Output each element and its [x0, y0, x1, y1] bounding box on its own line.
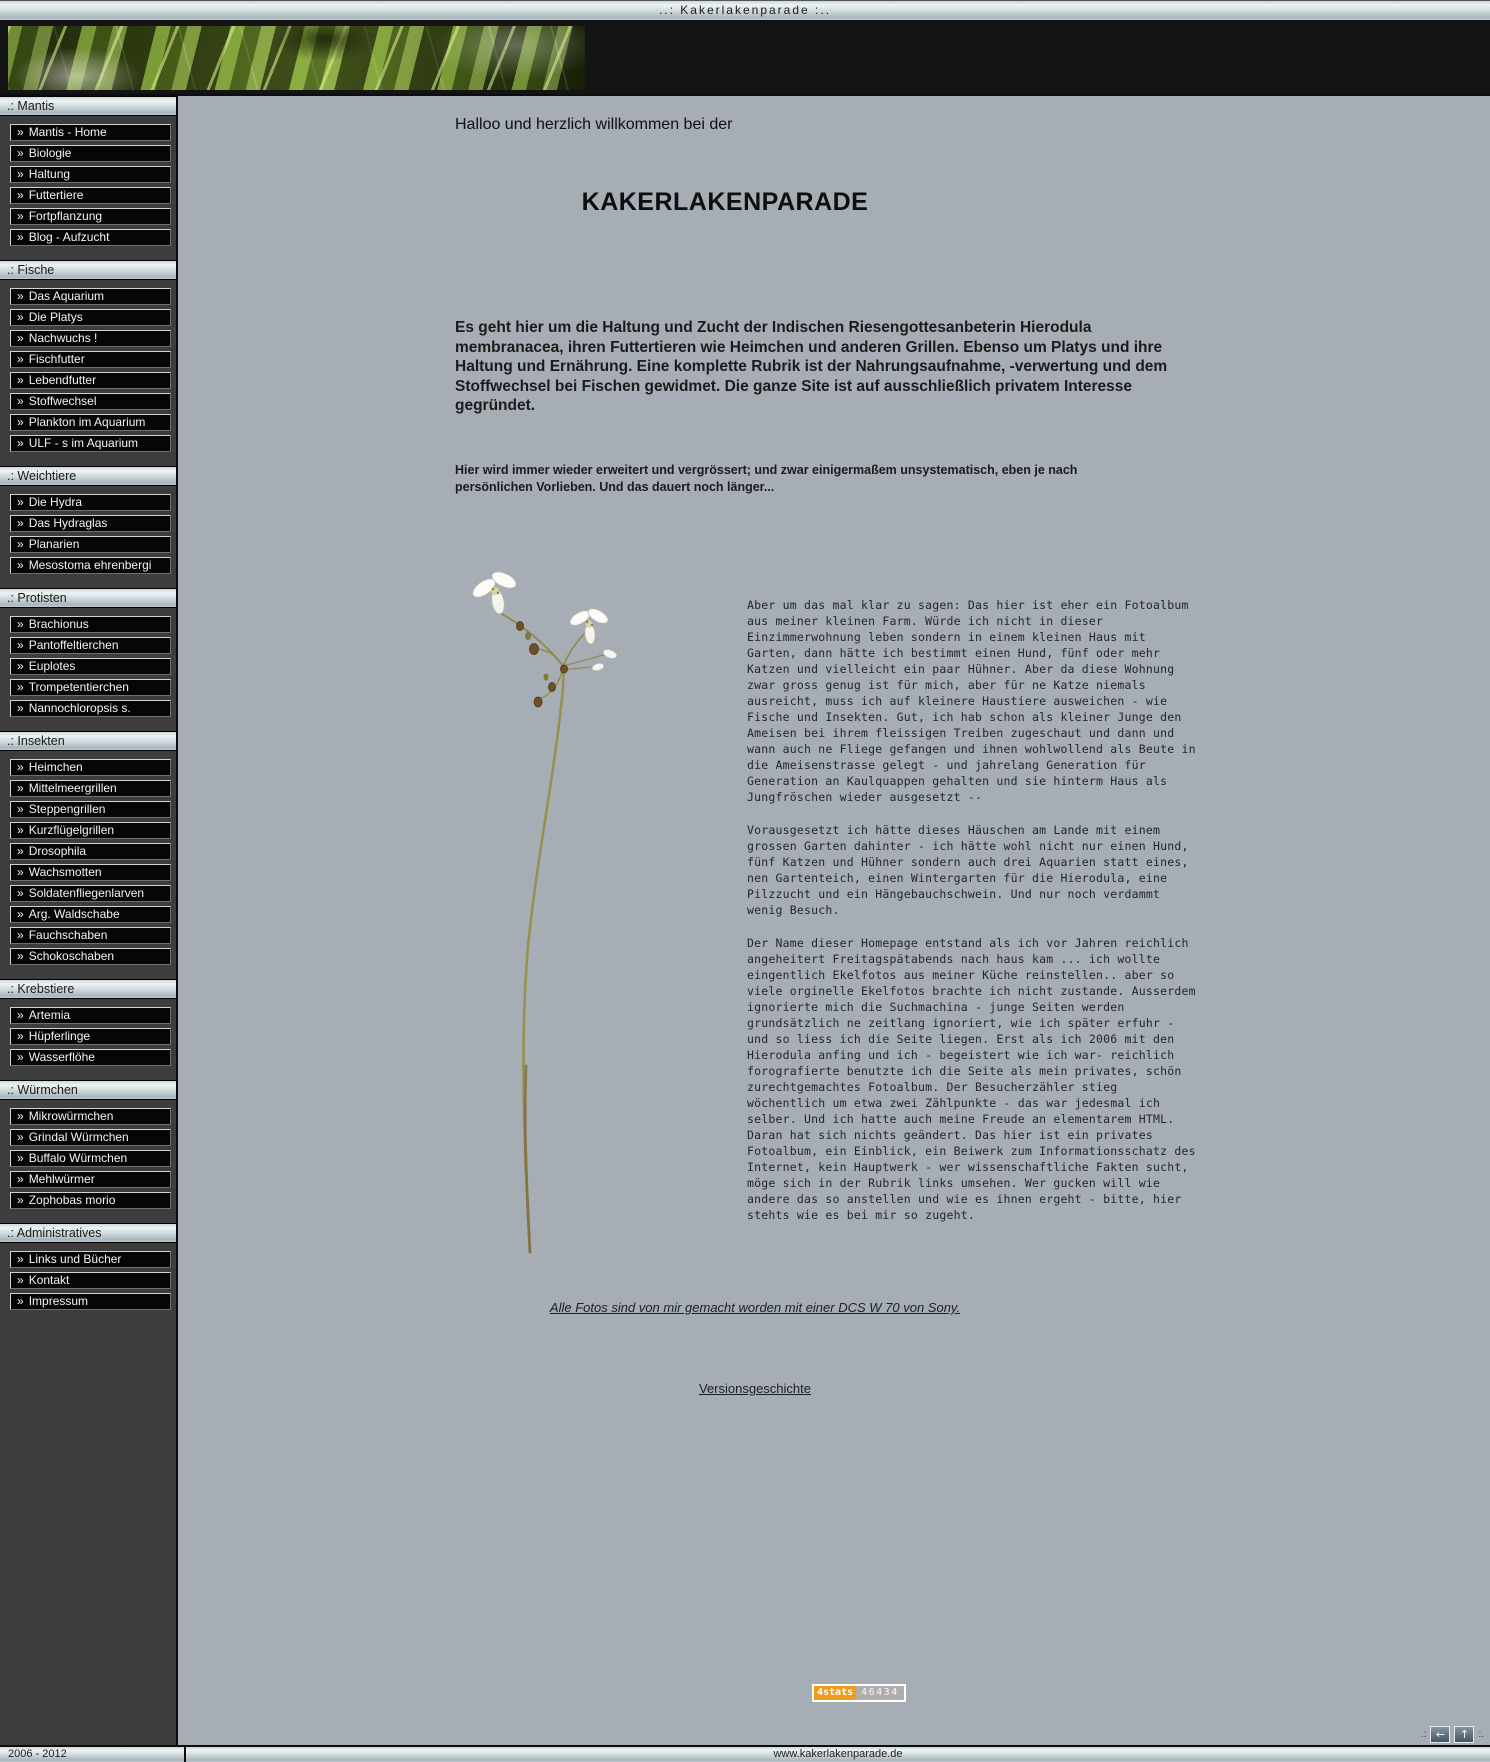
sidebar-item-label: Grindal Würmchen: [28, 1130, 129, 1144]
sidebar-item-label: Fischfutter: [28, 352, 85, 366]
sidebar-item[interactable]: [10, 759, 171, 776]
chevron-icon: »: [17, 1294, 24, 1308]
chevron-icon: »: [17, 125, 24, 139]
sidebar-item[interactable]: [10, 843, 171, 860]
sidebar-item-label: Wasserflöhe: [28, 1050, 95, 1064]
sidebar-item[interactable]: [10, 309, 171, 326]
sidebar-item-label: Steppengrillen: [28, 802, 106, 816]
chevron-icon: »: [17, 949, 24, 963]
chevron-icon: »: [17, 167, 24, 181]
chevron-icon: »: [17, 558, 24, 572]
sidebar-section-header: .: Mantis: [0, 96, 176, 116]
main-content: [178, 96, 1490, 1745]
sidebar-item[interactable]: [10, 885, 171, 902]
chevron-icon: »: [17, 537, 24, 551]
footer-years: 2006 - 2012: [0, 1747, 186, 1762]
sidebar-item-label: Euplotes: [28, 659, 76, 673]
sidebar-item[interactable]: [10, 1251, 171, 1268]
sidebar-item[interactable]: [10, 948, 171, 965]
sidebar-item-label: Impressum: [28, 1294, 89, 1308]
sidebar-item-label: Futtertiere: [28, 188, 84, 202]
sidebar-item[interactable]: [10, 906, 171, 923]
chevron-icon: »: [17, 373, 24, 387]
sidebar-item[interactable]: [10, 1293, 171, 1310]
sidebar-item-label: Wachsmotten: [28, 865, 102, 879]
sidebar-section-header: .: Protisten: [0, 588, 176, 608]
corner-nav-decor-right: :.: [1478, 1729, 1484, 1740]
sidebar-item-label: Biologie: [28, 146, 72, 160]
counter-value: 46434: [856, 1686, 904, 1700]
sidebar-item-label: Nachwuchs !: [28, 331, 98, 345]
chevron-icon: »: [17, 617, 24, 631]
chevron-icon: »: [17, 659, 24, 673]
sidebar-item-label: Arg. Waldschabe: [28, 907, 120, 921]
sidebar-item-label: Fauchschaben: [28, 928, 108, 942]
window-title: ..: Kakerlakenparade :..: [658, 3, 832, 17]
sidebar-item-label: Nannochloropsis s.: [28, 701, 131, 715]
sidebar-item-label: Schokoschaben: [28, 949, 115, 963]
sidebar-item-label: Haltung: [28, 167, 71, 181]
sidebar-item[interactable]: [10, 927, 171, 944]
plant-photo: [468, 566, 668, 1256]
sidebar-item[interactable]: [10, 1192, 171, 1209]
footer-bar: [0, 1747, 1490, 1762]
sidebar-item-label: Lebendfutter: [28, 373, 97, 387]
chevron-icon: »: [17, 331, 24, 345]
sidebar-item-label: Plankton im Aquarium: [28, 415, 146, 429]
sidebar-item-label: Soldatenfliegenlarven: [28, 886, 145, 900]
sidebar: [0, 96, 178, 1745]
sidebar-item[interactable]: [10, 515, 171, 532]
chevron-icon: »: [17, 1109, 24, 1123]
sidebar-item[interactable]: [10, 1272, 171, 1289]
sidebar-item-label: Mikrowürmchen: [28, 1109, 114, 1123]
sidebar-item-label: Mittelmeergrillen: [28, 781, 117, 795]
chevron-icon: »: [17, 352, 24, 366]
sidebar-item-label: Trompetentierchen: [28, 680, 129, 694]
sidebar-item[interactable]: [10, 288, 171, 305]
sidebar-item-label: Zophobas morio: [28, 1193, 116, 1207]
chevron-icon: »: [17, 928, 24, 942]
chevron-icon: »: [17, 823, 24, 837]
photo-credit-link[interactable]: Alle Fotos sind von mir gemacht worden mit einer DCS W 70 von Sony.: [549, 1300, 961, 1315]
sidebar-item-label: Die Hydra: [28, 495, 83, 509]
sidebar-item-label: Die Platys: [28, 310, 83, 324]
back-button[interactable]: [1430, 1726, 1450, 1743]
sidebar-item[interactable]: [10, 780, 171, 797]
chevron-icon: »: [17, 865, 24, 879]
chevron-icon: »: [17, 415, 24, 429]
sidebar-item[interactable]: [10, 1129, 171, 1146]
sidebar-item-label: Heimchen: [28, 760, 83, 774]
sidebar-item[interactable]: [10, 700, 171, 717]
corner-nav: [1421, 1726, 1484, 1743]
sidebar-item-label: Brachionus: [28, 617, 89, 631]
sidebar-item[interactable]: [10, 679, 171, 696]
chevron-icon: »: [17, 1050, 24, 1064]
chevron-icon: »: [17, 495, 24, 509]
chevron-icon: »: [17, 310, 24, 324]
chevron-icon: »: [17, 907, 24, 921]
chevron-icon: »: [17, 802, 24, 816]
chevron-icon: »: [17, 844, 24, 858]
about-paragraph-1: Aber um das mal klar zu sagen: Das hier ist eher ein Fotoalbum aus meiner kleinen Farm. Würde ich nicht in dieser Einzimmerwohnung leben sondern in einem kleinen Haus mit Garten, dann hätte ich bestimmt einen Hund, fünf oder mehr Katzen und vielleicht ein paar Hühner. Aber da diese Wohnung zwar gross genug ist für mich, aber für ne Katze niemals ausreicht, muss ich auf kleinere Haustiere ausweichen - wie Fische und Insekten. Gut, ich hab schon als kleiner Junge den Ameisen bei ihrem fleissigen Treiben zugeschaut und dann und wann auch ne Fliege gefangen und ihnen wohlwollend als Beute in die Ameisenstrasse gelegt - und jahrelang Generation für Generation an Kaulquappen gehalten und sie hinterm Haus als Jungfröschen wieder ausgesetzt --: [747, 598, 1196, 804]
about-paragraph-3: Der Name dieser Homepage entstand als ich vor Jahren reichlich angeheitert Freitagspätabends nach haus kam ... ich wollte eingentlich Ekelfotos aus meiner Küche reinstellen.. aber so viele orginelle Ekelfotos brachte ich nicht zustande. Ausserdem ignorierte mich die Suchmachina - junge Seiten werden grundsätzlich ne zeitlang ignoriert, wie ich später erfuhr - und so liess ich die Seite liegen. Erst als ich 2006 mit den Hierodula anfing und ich - begeistert wie ich war- reichlich forografierte benutzte ich die Seite als mein privates, schön zurechtgemachtes Fotoalbum. Der Besucherzähler stieg wöchentlich um etwa zwei Zählpunkte - das war jedesmal ich selber. Und ich hatte auch meine Freude an elementarem HTML. Daran hat sich nichts geändert. Das hier ist ein privates Fotoalbum, ein Einblick, ein Beiwerk zum Informationsschatz des Internet, kein Hauptwerk - wer wissenschaftliche Fakten sucht, möge sich in der Rubrik links umsehen. Wer gucken will wie andere das so anstellen und wie es ihnen ergeht - bitte, hier stehts wie es bei mir so zugeht.: [747, 936, 1196, 1222]
sidebar-item-label: Drosophila: [28, 844, 87, 858]
sidebar-item-label: Planarien: [28, 537, 80, 551]
chevron-icon: »: [17, 1151, 24, 1165]
sidebar-item[interactable]: [10, 393, 171, 410]
sidebar-item[interactable]: [10, 822, 171, 839]
back-arrow-icon: ←: [1435, 1727, 1446, 1741]
sidebar-item-label: Links und Bücher: [28, 1252, 122, 1266]
sidebar-item-label: Mehlwürmer: [28, 1172, 95, 1186]
sidebar-item-label: Kontakt: [28, 1273, 70, 1287]
version-history-link[interactable]: Versionsgeschichte: [698, 1381, 811, 1396]
counter-label: 4stats: [814, 1686, 856, 1700]
sidebar-section-header: .: Würmchen: [0, 1080, 176, 1100]
up-arrow-icon: ↑: [1459, 1727, 1470, 1741]
sidebar-item[interactable]: [10, 187, 171, 204]
note-paragraph: Hier wird immer wieder erweitert und vergrössert; und zwar einigermaßem unsystematisch, eben je nach persönlichen Vorlieben. Und das dauert noch länger...: [455, 463, 1078, 494]
sidebar-item[interactable]: [10, 1049, 171, 1066]
sidebar-item[interactable]: [10, 1028, 171, 1045]
intro-paragraph: Es geht hier um die Haltung und Zucht der Indischen Riesengottesanbeterin Hierodula membranacea, ihren Futtertieren wie Heimchen und anderen Grillen. Ebenso um Platys und ihre Haltung und Ernährung. Eine komplette Rubrik ist der Nahrungsaufnahme, -verwertung und dem Stoffwechsel bei Fischen gewidmet. Die ganze Site ist auf ausschließlich privatem Interesse gegründet.: [455, 319, 1168, 414]
sidebar-item-label: Fortpflanzung: [28, 209, 103, 223]
chevron-icon: »: [17, 701, 24, 715]
header-strip: [0, 22, 1490, 94]
sidebar-item-label: Artemia: [28, 1008, 71, 1022]
sidebar-item-label: Mantis - Home: [28, 125, 107, 139]
sidebar-item[interactable]: [10, 330, 171, 347]
chevron-icon: »: [17, 209, 24, 223]
chevron-icon: »: [17, 516, 24, 530]
sidebar-item-label: Blog - Aufzucht: [28, 230, 110, 244]
sidebar-item[interactable]: [10, 557, 171, 574]
about-column: [747, 597, 1199, 1240]
sidebar-item-label: ULF - s im Aquarium: [28, 436, 139, 450]
sidebar-item[interactable]: [10, 1150, 171, 1167]
sidebar-item[interactable]: [10, 801, 171, 818]
sidebar-item[interactable]: [10, 494, 171, 511]
sidebar-item[interactable]: [10, 208, 171, 225]
page-title: KAKERLAKENPARADE: [581, 188, 869, 216]
sidebar-section-header: .: Administratives: [0, 1223, 176, 1243]
sidebar-section-header: .: Fische: [0, 260, 176, 280]
sidebar-item[interactable]: [10, 1171, 171, 1188]
sidebar-item-label: Kurzflügelgrillen: [28, 823, 115, 837]
corner-nav-decor-left: .:: [1420, 1729, 1427, 1740]
chevron-icon: »: [17, 1273, 24, 1287]
top-button[interactable]: [1454, 1726, 1474, 1743]
chevron-icon: »: [17, 436, 24, 450]
chevron-icon: »: [17, 638, 24, 652]
about-paragraph-2: Vorausgesetzt ich hätte dieses Häuschen am Lande mit einem grossen Garten dahinter - ich hätte wohl nicht nur einen Hund, fünf Katzen und Hühner sondern auch drei Aquarien statt eines, nen Gartenteich, einen Wintergarten für die Hierodula, eine Pilzzucht und ein Hängebauchschwein. Und nur noch verdammt wenig Besuch.: [747, 823, 1189, 917]
sidebar-item-label: Pantoffeltierchen: [28, 638, 119, 652]
sidebar-item-label: Stoffwechsel: [28, 394, 97, 408]
sidebar-item[interactable]: [10, 351, 171, 368]
chevron-icon: »: [17, 1029, 24, 1043]
window-titlebar: [0, 0, 1490, 22]
chevron-icon: »: [17, 1130, 24, 1144]
chevron-icon: »: [17, 146, 24, 160]
chevron-icon: »: [17, 886, 24, 900]
chevron-icon: »: [17, 230, 24, 244]
chevron-icon: »: [17, 781, 24, 795]
sidebar-item[interactable]: [10, 536, 171, 553]
sidebar-item-label: Buffalo Würmchen: [28, 1151, 128, 1165]
sidebar-item[interactable]: [10, 124, 171, 141]
footer-domain: www.kakerlakenparade.de: [773, 1748, 903, 1760]
counter-badge[interactable]: [812, 1684, 906, 1702]
sidebar-item-label: Das Hydraglas: [28, 516, 108, 530]
sidebar-item[interactable]: [10, 435, 171, 452]
sidebar-item[interactable]: [10, 1007, 171, 1024]
sidebar-section-header: .: Insekten: [0, 731, 176, 751]
chevron-icon: »: [17, 760, 24, 774]
header-photo: [8, 26, 585, 90]
sidebar-item-label: Mesostoma ehrenbergi: [28, 558, 152, 572]
sidebar-item[interactable]: [10, 166, 171, 183]
sidebar-item[interactable]: [10, 1108, 171, 1125]
chevron-icon: »: [17, 394, 24, 408]
chevron-icon: »: [17, 289, 24, 303]
sidebar-item[interactable]: [10, 372, 171, 389]
sidebar-item[interactable]: [10, 658, 171, 675]
chevron-icon: »: [17, 1252, 24, 1266]
sidebar-section-header: .: Weichtiere: [0, 466, 176, 486]
sidebar-section-header: .: Krebstiere: [0, 979, 176, 999]
sidebar-item-label: Hüpferlinge: [28, 1029, 91, 1043]
chevron-icon: »: [17, 1193, 24, 1207]
sidebar-item-label: Das Aquarium: [28, 289, 105, 303]
sidebar-item[interactable]: [10, 864, 171, 881]
sidebar-item[interactable]: [10, 414, 171, 431]
chevron-icon: »: [17, 188, 24, 202]
sidebar-item[interactable]: [10, 229, 171, 246]
sidebar-item[interactable]: [10, 145, 171, 162]
welcome-text: Halloo und herzlich willkommen bei der: [455, 116, 733, 133]
chevron-icon: »: [17, 1172, 24, 1186]
chevron-icon: »: [17, 680, 24, 694]
sidebar-item[interactable]: [10, 637, 171, 654]
chevron-icon: »: [17, 1008, 24, 1022]
sidebar-item[interactable]: [10, 616, 171, 633]
